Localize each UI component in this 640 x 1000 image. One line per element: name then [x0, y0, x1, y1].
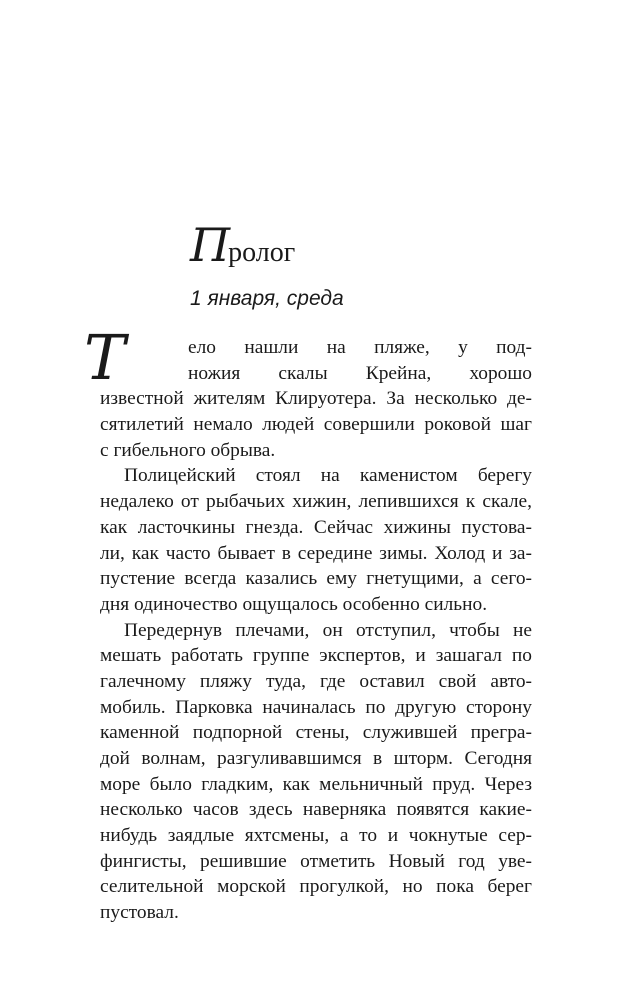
body-text [100, 335, 532, 926]
chapter-title-rest: ролог [228, 237, 296, 268]
text-line: фингисты, решившие отметить Новый год уве- [100, 850, 532, 872]
text-line: пустение всегда казались ему гнетущими, а сего- [100, 568, 532, 590]
text-line: Полицейский стоял на каменистом берегу [124, 465, 532, 487]
text-line: как ласточкины гнезда. Сейчас хижины пустова- [100, 516, 532, 538]
text-line: Передернув плечами, он отступил, чтобы не [124, 619, 532, 641]
text-line: недалеко от рыбачьих хижин, лепившихся к скале, [100, 491, 532, 513]
text-line: ело нашли на пляже, у под- [188, 337, 532, 358]
text-line: пустовал. [100, 902, 179, 924]
text-line: селительной морской прогулкой, но пока берег [100, 876, 532, 898]
text-line: дня одиночество ощущалось особенно сильно. [100, 593, 488, 615]
text-line: море было гладким, как мельничный пруд. Через [100, 773, 532, 795]
text-line: известной жителям Клируотера. За несколько де- [100, 388, 532, 410]
text-line: с гибельного обрыва. [100, 439, 276, 461]
drop-cap: Т [84, 321, 126, 394]
text-line: сятилетий немало людей совершили роковой шаг [100, 414, 532, 436]
text-line: каменной подпорной стены, служившей прегра- [100, 722, 532, 744]
text-line: нибудь заядлые яхтсмены, а то и чокнутые сер- [100, 825, 532, 847]
text-line: мешать работать группе экспертов, и зашагал по [100, 645, 532, 667]
text-line: ножия скалы Крейна, хорошо [188, 362, 532, 384]
text-line: ли, как часто бывает в середине зимы. Холод и за- [100, 542, 532, 564]
text-line: дой волнам, разгуливавшимся в шторм. Сегодня [100, 748, 532, 769]
chapter-title [190, 218, 296, 272]
text-line: галечному пляжу туда, где оставил свой авто- [100, 670, 532, 692]
chapter-date: 1 января, среда [190, 287, 344, 310]
chapter-title-initial: П [190, 218, 231, 272]
text-line: несколько часов здесь наверняка появятся какие- [100, 799, 532, 821]
text-line: мобиль. Парковка начиналась по другую сторону [100, 696, 532, 718]
